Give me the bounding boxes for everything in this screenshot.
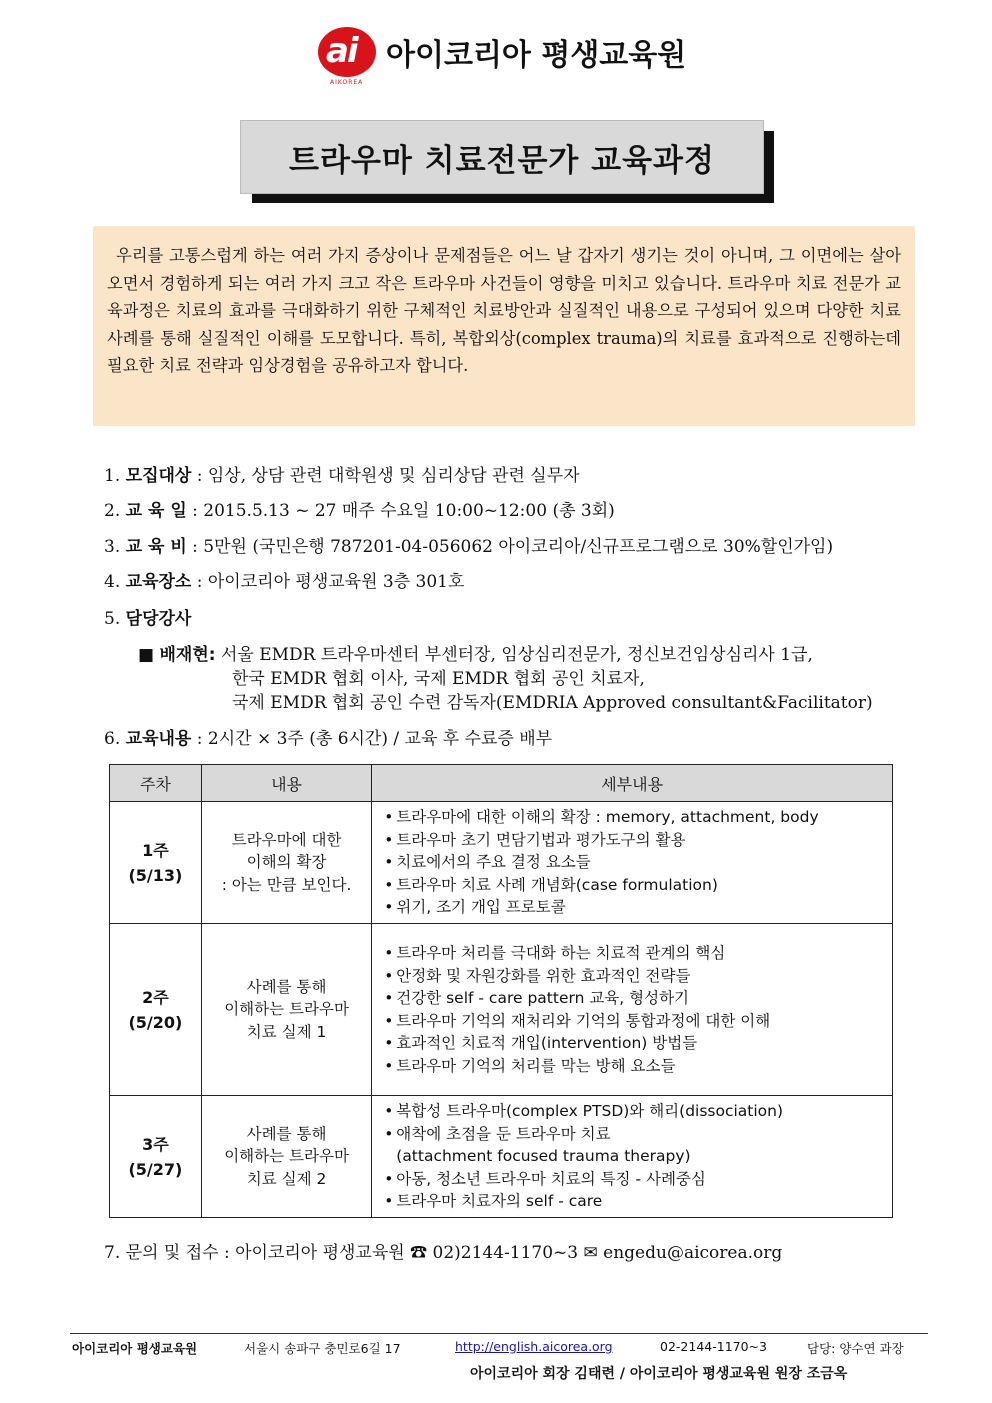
footer-address: 서울시 송파구 충민로6길 17 [244,1341,401,1356]
topic-line: 이해하는 트라우마 [224,1000,349,1019]
intro-box [93,226,915,426]
info-item-content [104,724,552,749]
header-logo [318,26,687,86]
detail-cell [372,1096,893,1218]
week-cell [110,802,202,924]
topic-line: 트라우마에 대한 [231,830,342,849]
list-item: • 트라우마에 대한 이해의 확장 : memory, attachment, body [384,806,886,829]
week-label: 3주 [142,1134,169,1154]
org-name: 아이코리아 평생교육원 [386,38,687,73]
list-item: • 위기, 조기 개입 프로토콜 [384,896,886,919]
logo-small-text: AIKOREA [330,79,364,86]
detail-list [384,942,886,1077]
list-item: • 복합성 트라우마(complex PTSD)와 해리(dissociation) [384,1100,886,1123]
info-value: : 임상, 상담 관련 대학원생 및 심리상담 관련 실무자 [196,466,580,486]
info-label: 담당강사 [125,609,192,629]
topic-line: 사례를 통해 [246,977,327,996]
info-item-target [104,461,580,486]
week-cell [110,924,202,1096]
info-num: 4. [104,572,121,592]
week-date: (5/27) [128,1159,183,1179]
topic-cell [201,802,371,924]
detail-cell [372,802,893,924]
info-item-fee [104,532,833,557]
info-label: 교 육 비 [125,537,187,557]
topic-line: 치료 실제 1 [246,1022,327,1041]
header-details: 세부내용 [372,765,893,802]
week-date: (5/20) [128,1012,183,1032]
topic-line: 이해하는 트라우마 [224,1147,349,1166]
info-item-lecturer [104,604,191,629]
list-item: • 애착에 초점을 둔 트라우마 치료 [384,1123,886,1146]
topic-line: 치료 실제 2 [246,1169,327,1188]
list-item: • 트라우마 기억의 처리를 막는 방해 요소들 [384,1055,886,1078]
footer-url-link[interactable]: http://english.aicorea.org [455,1339,613,1354]
info-item-date [104,496,615,521]
contact-line: 7. 문의 및 접수 : 아이코리아 평생교육원 ☎ 02)2144-1170~3 ✉ engedu@aicorea.org [104,1243,783,1263]
list-item: • 효과적인 치료적 개입(intervention) 방법들 [384,1032,886,1055]
list-item: • 아동, 청소년 트라우마 치료의 특징 - 사례중심 [384,1168,886,1191]
table-header-row [110,765,893,802]
intro-text: 우리를 고통스럽게 하는 여러 가지 증상이나 문제점들은 어느 날 갑자기 생기는 것이 아니며, 그 이면에는 살아오면서 경험하게 되는 여러 가지 크고 작은 트라우마 사건들이 영향을 미치고 있습니다. 트라우마 치료 전문가 교육과정은 치료의 효과를 극대화하기 위한 구체적인 치료방안과 실질적인 내용으로 구성되어 있으며 다양한 치료 사례를 통해 실질적인 이해를 도모합니다. 특히, 복합외상(complex trauma)의 치료를 효과적으로 진행하는데 필요한 치료 전략과 임상경험을 공유하고자 합니다. [107,246,901,375]
topic-cell [201,924,371,1096]
info-label: 교육내용 [125,729,192,749]
table-row [110,924,893,1096]
logo-text: ai [326,31,357,71]
list-item: • 트라우마 치료자의 self - care [384,1190,886,1213]
list-item: • 트라우마 치료 사례 개념화(case formulation) [384,874,886,897]
footer-contact: 담당: 양수연 과장 [807,1341,904,1356]
detail-list [384,806,886,919]
list-item: • 트라우마 처리를 극대화 하는 치료적 관계의 핵심 [384,942,886,965]
info-value: : 아이코리아 평생교육원 3층 301호 [196,572,465,592]
square-bullet-icon: ■ [138,645,155,665]
info-num: 3. [104,537,121,557]
info-value: : 2015.5.13 ~ 27 매주 수요일 10:00~12:00 (총 3회) [192,501,615,521]
week-date: (5/13) [128,865,183,885]
info-num: 2. [104,501,121,521]
info-item-place [104,567,464,592]
header-week: 주차 [110,765,202,802]
week-label: 2주 [142,987,169,1007]
info-value: : 5만원 (국민은행 787201-04-056062 아이코리아/신규프로그램으로 30%할인가임) [192,537,834,557]
topic-line: : 아는 만큼 보인다. [221,875,352,894]
lecturer-line-2: 한국 EMDR 협회 이사, 국제 EMDR 협회 공인 치료자, [232,669,645,689]
footer-phone: 02-2144-1170~3 [660,1339,767,1354]
week-label: 1주 [142,840,169,860]
header-content: 내용 [201,765,371,802]
info-label: 교육장소 [125,572,192,592]
detail-cell [372,924,893,1096]
week-cell [110,1096,202,1218]
info-label: 모집대상 [125,466,192,486]
list-item: • 건강한 self - care pattern 교육, 형성하기 [384,987,886,1010]
schedule-table [109,764,893,1218]
footer-org: 아이코리아 평생교육원 [72,1341,198,1356]
lecturer-name: 배재현: [159,645,216,665]
footer-divider [70,1333,928,1334]
detail-list [384,1100,886,1213]
table-row [110,802,893,924]
info-num: 5. [104,609,121,629]
topic-line: 사례를 통해 [246,1124,327,1143]
list-item: (attachment focused trauma therapy) [396,1147,691,1166]
info-label: 교 육 일 [125,501,187,521]
table-row [110,1096,893,1218]
list-item: • 안정화 및 자원강화를 위한 효과적인 전략들 [384,965,886,988]
footer-signature: 아이코리아 회장 김태련 / 아이코리아 평생교육원 원장 조금옥 [470,1366,848,1382]
title-box [240,120,764,194]
lecturer-desc: 서울 EMDR 트라우마센터 부센터장, 임상심리전문가, 정신보건임상심리사 1급, [220,645,813,665]
logo-icon [318,27,376,86]
info-value: : 2시간 × 3주 (총 6시간) / 교육 후 수료증 배부 [196,729,553,749]
list-item: • 트라우마 기억의 재처리와 기억의 통합과정에 대한 이해 [384,1010,886,1033]
list-item: • 트라우마 초기 면담기법과 평가도구의 활용 [384,829,886,852]
info-num: 1. [104,466,121,486]
lecturer-line-3: 국제 EMDR 협회 공인 수련 감독자(EMDRIA Approved consultant&Facilitator) [232,693,873,713]
topic-cell [201,1096,371,1218]
info-num: 6. [104,729,121,749]
list-item: • 치료에서의 주요 결정 요소들 [384,851,886,874]
topic-line: 이해의 확장 [246,853,327,872]
page-title: 트라우마 치료전문가 교육과정 [289,142,715,179]
lecturer-line-1 [138,640,813,665]
